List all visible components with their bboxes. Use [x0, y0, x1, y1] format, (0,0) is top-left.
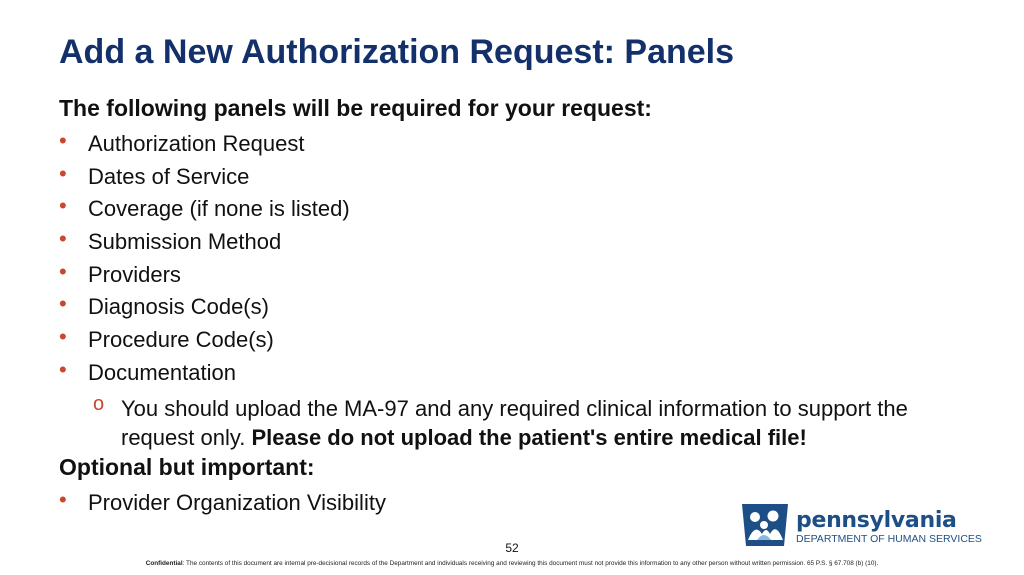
- documentation-warning: Please do not upload the patient's entire medical file!: [251, 425, 807, 450]
- bullet-icon: •: [59, 193, 67, 219]
- documentation-note-text: You should upload the MA-97 and any required clinical information to support the request only. Please do not upload the patient's entire medical file!: [121, 396, 908, 450]
- page-number: 52: [505, 541, 519, 555]
- slide-title: Add a New Authorization Request: Panels: [59, 33, 735, 71]
- logo-wordmark: pennsylvania: [796, 508, 957, 533]
- bullet-icon: •: [59, 291, 67, 317]
- bullet-icon: •: [59, 324, 67, 350]
- list-item: • Coverage (if none is listed): [59, 193, 350, 222]
- logo-department: DEPARTMENT OF HUMAN SERVICES: [796, 533, 982, 545]
- bullet-icon: •: [59, 226, 67, 252]
- optional-panels-list: [59, 488, 386, 518]
- list-item: • Authorization Request: [59, 128, 305, 156]
- bullet-icon: •: [59, 356, 67, 382]
- list-item: • Dates of Service: [59, 160, 250, 189]
- list-item: • Providers: [59, 258, 181, 287]
- bullet-icon: •: [59, 487, 67, 512]
- bullet-icon: •: [59, 258, 67, 284]
- bullet-icon: •: [59, 128, 67, 153]
- confidentiality-footer: Confidential: The contents of this document are internal pre-decisional records of the Department and individuals receiving and reviewing this document must not provide this information to any other person without written permission. 65 P.S. § 67.708 (b) (10).: [145, 560, 879, 567]
- documentation-note: [93, 394, 973, 452]
- optional-heading: Optional but important:: [59, 454, 315, 480]
- list-item: • Procedure Code(s): [59, 324, 274, 353]
- list-item: • Provider Organization Visibility: [59, 487, 386, 515]
- list-item: • Submission Method: [59, 226, 282, 255]
- required-panels-heading: The following panels will be required for your request:: [59, 95, 652, 121]
- list-item: • Documentation: [59, 356, 236, 385]
- required-panels-list: [59, 129, 350, 391]
- bullet-icon: •: [59, 160, 67, 186]
- sub-bullet-icon: o: [93, 393, 105, 415]
- list-item: • Diagnosis Code(s): [59, 291, 269, 320]
